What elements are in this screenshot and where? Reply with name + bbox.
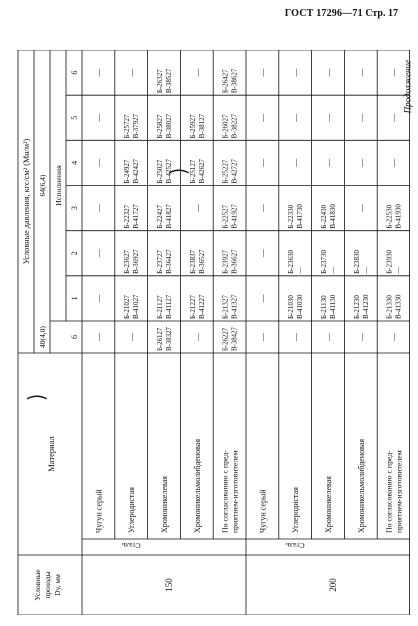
code-cell: —	[291, 158, 301, 167]
col-nominal-text: проходы	[43, 571, 52, 599]
code-cell: Б-22327	[123, 204, 132, 229]
code-cell: —	[389, 333, 399, 341]
nominal-size-text: 200	[328, 578, 339, 592]
code-cell: В-41730	[296, 204, 305, 229]
code-cell: В-42427	[132, 159, 141, 184]
exec-number-text: 3	[70, 206, 79, 211]
code-cell: В-38127	[197, 113, 206, 139]
exec-number-text: 6	[70, 70, 79, 75]
code-cell: —	[324, 333, 333, 341]
code-cell: Б-21327	[221, 295, 230, 319]
code-cell: В-41930	[394, 204, 403, 229]
binding-mark-icon: ⁀	[170, 170, 188, 195]
code-cell: —	[94, 249, 104, 258]
code-cell: —	[356, 333, 366, 341]
code-cell: —	[192, 333, 202, 341]
col-nominal-text: Условные	[33, 569, 42, 601]
code-cell: В-41327	[230, 294, 239, 319]
code-cell: —	[291, 113, 301, 122]
spec-table-grid	[12, 50, 410, 615]
code-cell: Б-21130	[320, 295, 328, 319]
code-cell: —	[389, 113, 399, 122]
col-nominal-text: Dу, мм	[53, 574, 62, 596]
pressure-title-text: Условные давления, кгс/см² (Мн/м²)	[22, 138, 31, 265]
executions-text: Исполнения	[54, 165, 63, 206]
material-text: Хромоникелевая	[324, 476, 333, 533]
code-cell: —	[94, 113, 104, 122]
spec-table	[12, 50, 410, 615]
code-cell: —	[192, 68, 202, 77]
material-text: Чугун серый	[94, 489, 104, 533]
code-cell: Б-26327	[156, 69, 164, 94]
code-cell: —	[324, 158, 333, 167]
code-cell: —	[324, 113, 333, 122]
page-number: Стр. 17	[365, 8, 398, 19]
code-cell: В-38427	[231, 327, 239, 351]
code-cell: Б-24927	[123, 159, 132, 184]
material-text: Чугун серый	[258, 489, 268, 533]
continuation-label: Продолжение	[402, 60, 412, 114]
code-cell: —	[127, 68, 137, 77]
code-cell: Б-26127	[157, 327, 164, 351]
material-text: приятием-изготовителем	[394, 450, 404, 533]
code-cell: Б-25127	[188, 159, 197, 184]
material-text: приятием-изготовителем	[230, 450, 240, 533]
code-cell: В-41230	[361, 294, 370, 319]
code-cell: —	[291, 333, 301, 341]
code-cell: Б-23830	[352, 249, 361, 274]
code-cell: В-41227	[197, 294, 206, 319]
code-cell: Б-25027	[156, 159, 164, 184]
code-cell: В-41130	[329, 294, 337, 319]
code-cell: Б-25227	[221, 159, 230, 184]
code-cell: В-36927	[132, 249, 141, 274]
code-cell: —	[258, 113, 268, 122]
code-cell: —	[356, 68, 366, 77]
standard-number: ГОСТ 17296—71	[284, 8, 363, 19]
code-cell: Б-23627	[123, 249, 132, 274]
code-cell: В-36527	[197, 249, 206, 274]
code-cell: Б-22527	[221, 204, 230, 229]
code-cell: —	[389, 158, 399, 167]
code-cell: Б-22330	[287, 204, 296, 229]
table-region	[12, 50, 410, 615]
code-cell: —	[94, 204, 104, 213]
code-cell: —	[94, 158, 104, 167]
code-cell: —	[94, 294, 104, 303]
code-cell: —	[258, 294, 268, 303]
code-cell: —	[356, 158, 366, 167]
page-header	[285, 8, 398, 19]
code-cell: В-41027	[132, 294, 141, 319]
code-cell: —	[394, 266, 403, 274]
p64-text: 64(6,4)	[38, 174, 47, 197]
col-material-text: Материал	[46, 436, 56, 472]
code-cell: В-41030	[296, 294, 305, 319]
steel-label-text: Сталь	[285, 541, 305, 550]
code-cell: Б-22427	[156, 204, 164, 229]
code-cell: В-42627	[197, 159, 206, 184]
code-cell: —	[258, 68, 268, 77]
code-cell: —	[389, 68, 399, 77]
code-cell: —	[94, 68, 104, 77]
code-cell: В-38327	[166, 327, 173, 351]
code-cell: В-38627	[230, 68, 239, 94]
code-cell: Б-23930	[385, 249, 394, 274]
code-cell: В-37927	[132, 113, 141, 139]
code-cell: —	[127, 333, 137, 341]
code-cell: —	[329, 266, 337, 274]
code-cell: Б-23730	[320, 249, 328, 274]
code-cell: Б-26027	[221, 114, 230, 139]
code-cell: Б-22530	[385, 204, 394, 229]
code-cell: Б-25927	[188, 114, 197, 139]
code-cell: Б-25727	[123, 114, 132, 139]
code-cell: —	[94, 333, 104, 341]
code-cell: —	[324, 68, 333, 77]
code-cell: Б-21127	[156, 295, 164, 319]
code-cell: В-41830	[329, 204, 337, 229]
material-text: Хромоникелевая	[160, 476, 169, 533]
code-cell: Б-23727	[156, 249, 164, 274]
exec-number-text: 4	[70, 160, 79, 165]
code-cell: В-38027	[165, 113, 173, 139]
code-cell: —	[258, 204, 268, 213]
code-cell: —	[356, 204, 366, 213]
material-text: По согласованию с пред-	[384, 450, 394, 533]
code-cell: Б-21027	[123, 295, 132, 319]
code-cell: В-41127	[165, 294, 173, 319]
code-cell: Б-26427	[221, 69, 230, 94]
code-cell: —	[291, 68, 301, 77]
binding-mark-icon: ⁀	[28, 396, 46, 421]
code-cell: Б-22430	[320, 204, 328, 229]
code-cell: —	[192, 204, 202, 213]
code-cell: Б-23630	[287, 249, 296, 274]
nominal-size-text: 150	[164, 578, 175, 592]
code-cell: —	[296, 266, 305, 274]
code-cell: —	[361, 266, 370, 274]
code-cell: Б-26227	[222, 327, 230, 351]
code-cell: В-41927	[230, 204, 239, 229]
code-cell: Б-21227	[188, 295, 197, 319]
code-cell: —	[356, 113, 366, 122]
code-cell: В-41330	[394, 294, 403, 319]
code-cell: В-42727	[230, 159, 239, 184]
code-cell: Б-21330	[385, 295, 394, 319]
material-text: По согласованию с пред-	[220, 450, 230, 533]
code-cell: В-36627	[230, 249, 239, 274]
code-cell: —	[258, 249, 268, 258]
code-cell: В-42527	[165, 159, 173, 184]
code-cell: Б-25827	[156, 114, 164, 139]
code-cell: В-38527	[165, 68, 173, 94]
exec-number-text: 2	[70, 251, 79, 256]
code-cell: Б-21230	[352, 295, 361, 319]
code-cell: Б-23927	[221, 249, 230, 274]
code-cell: В-38227	[230, 113, 239, 139]
material-text: Углеродистая	[127, 487, 137, 533]
exec-number-text: 6	[70, 335, 79, 339]
steel-label-text: Сталь	[121, 541, 141, 550]
code-cell: —	[258, 158, 268, 167]
code-cell: Б-21030	[287, 295, 296, 319]
code-cell: Б-23837	[188, 249, 197, 274]
code-cell: —	[258, 333, 268, 341]
code-cell: В-36427	[165, 249, 173, 274]
code-cell: В-41827	[165, 204, 173, 229]
exec-number-text: 1	[70, 296, 79, 301]
material-text: Хромоникельмолибденовая	[356, 438, 366, 533]
p40-text: 40(4,0)	[38, 326, 47, 348]
material-text: Хромоникельмолибденовая	[192, 438, 202, 533]
exec-number-text: 5	[70, 115, 79, 120]
material-text: Углеродистая	[291, 487, 301, 533]
code-cell: В-41727	[132, 204, 141, 229]
